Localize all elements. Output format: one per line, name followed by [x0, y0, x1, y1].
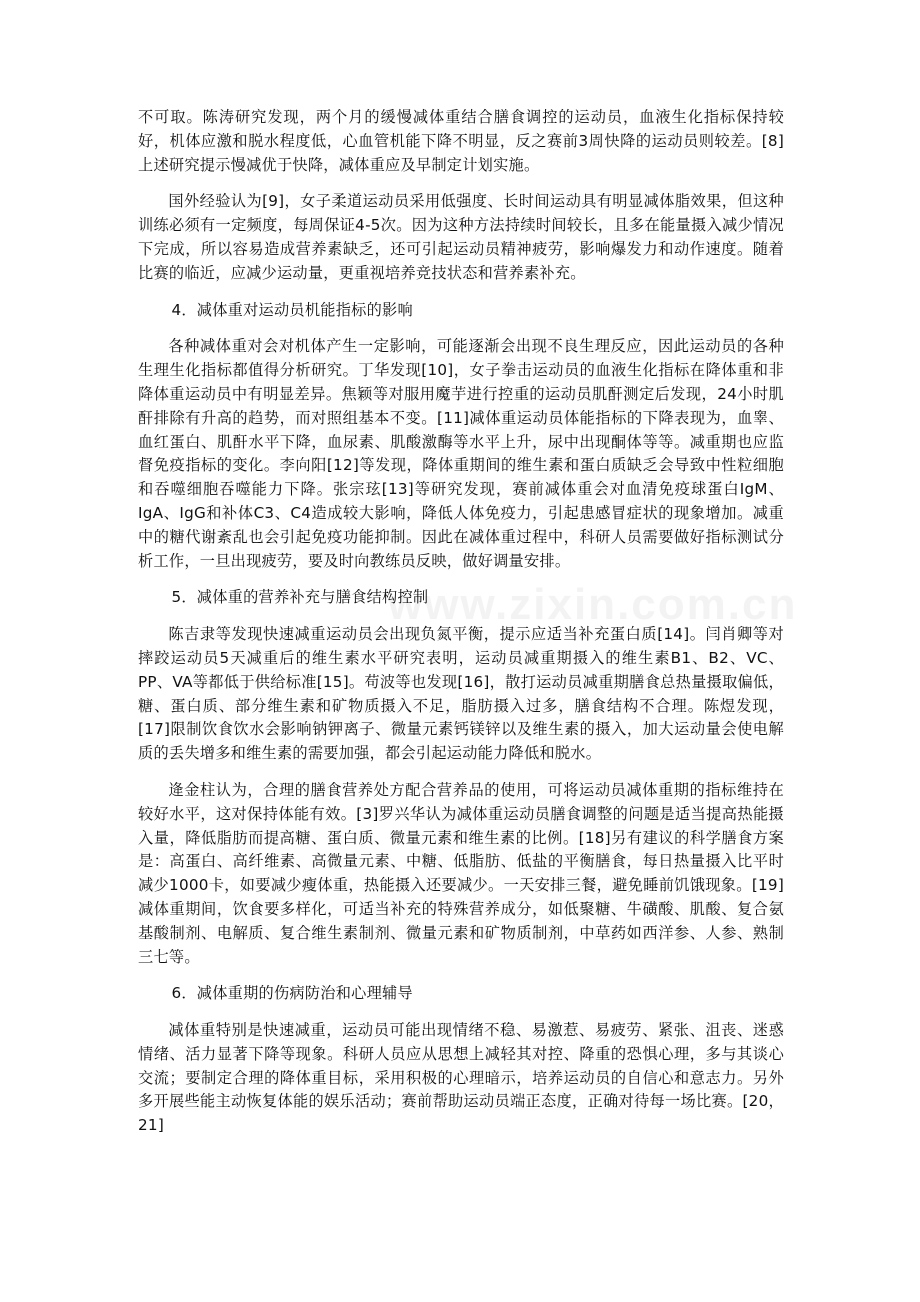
section-heading-4: 4．减体重对运动员机能指标的影响 [171, 300, 413, 319]
section-heading-6: 6．减体重期的伤病防治和心理辅导 [171, 984, 413, 1003]
paragraph-physiological-indicators: 各种减体重对会对机体产生一定影响，可能逐渐会出现不良生理反应，因此运动员的各种生理生化指标都值得分析研究。丁华发现[10]，女子拳击运动员的血液生化指标在降体重和非降体重运动员中有明显差异。焦颖等对服用魔芋进行控重的运动员肌酐测定后发现，24小时肌酐排除有升高的趋势，而对照组基本不变。[11]减体重运动员体能指标的下降表现为，血睾、血红蛋白、肌酐水平下降，血尿素、肌酸激酶等水平上升，尿中出现酮体等等。减重期也应监督免疫指标的变化。李向阳[12]等发现，降体重期间的维生素和蛋白质缺乏会导致中性粒细胞和吞噬细胞吞噬能力下降。张宗玹[13]等研究发现，赛前减体重会对血清免疫球蛋白IgM、IgA、IgG和补体C3、C4造成较大影响，降低人体免疫力，引起患感冒症状的现象增加。减重中的糖代谢紊乱也会引起免疫功能抑制。因此在减体重过程中，科研人员需要做好指标测试分析工作，一旦出现疲劳，要及时向教练员反映，做好调量安排。 [138, 337, 784, 570]
paragraph-nutrition-findings: 陈吉隶等发现快速减重运动员会出现负氮平衡，提示应适当补充蛋白质[14]。闫肖卿等对摔跤运动员5天减重后的维生素水平研究表明，运动员减重期摄入的维生素B1、B2、VC、PP、VA等都低于供给标准[15]。苟波等也发现[16]，散打运动员减重期膳食总热量摄取偏低，糖、蛋白质、部分维生素和矿物质摄入不足，脂肪摄入过多，膳食结构不合理。陈煜发现，[17]限制饮食饮水会影响钠钾离子、微量元素钙镁锌以及维生素的摄入，加大运动量会使电解质的丢失增多和维生素的需要加强，都会引起运动能力降低和脱水。 [138, 625, 784, 763]
section-heading-5: 5．减体重的营养补充与膳食结构控制 [171, 588, 429, 607]
paragraph-continuation: 不可取。陈涛研究发现，两个月的缓慢减体重结合膳食调控的运动员，血液生化指标保持较好，机体应激和脱水程度低，心血管机能下降不明显，反之赛前3周快降的运动员则较差。[8]上述研究提示慢减优于快降，减体重应及早制定计划实施。 [138, 108, 784, 174]
watermark: www.zixin.com.cn [388, 580, 798, 629]
paragraph-diet-recommendations: 逄金柱认为，合理的膳食营养处方配合营养品的使用，可将运动员减体重期的指标维持在较好水平，这对保持体能有效。[3]罗兴华认为减体重运动员膳食调整的问题是适当提高热能摄入量，降低脂肪而提高糖、蛋白质、微量元素和维生素的比例。[18]另有建议的科学膳食方案是：高蛋白、高纤维素、高微量元素、中糖、低脂肪、低盐的平衡膳食，每日热量摄入比平时减少1000卡，如要减少瘦体重，热能摄入还要减少。一天安排三餐，避免睡前饥饿现象。[19]减体重期间，饮食要多样化，可适当补充的特殊营养成分，如低聚糖、牛磺酸、肌酸、复合氨基酸制剂、电解质、复合维生素制剂、微量元素和矿物质制剂，中草药如西洋参、人参、熟制三七等。 [138, 780, 784, 966]
paragraph-foreign-experience: 国外经验认为[9]，女子柔道运动员采用低强度、长时间运动具有明显减体脂效果，但这种训练必须有一定频度，每周保证4-5次。因为这种方法持续时间较长，且多在能量摄入减少情况下完成，所以容易造成营养素缺乏，还可引起运动员精神疲劳，影响爆发力和动作速度。随着比赛的临近，应减少运动量，更重视培养竞技状态和营养素补充。 [138, 192, 784, 282]
document-body [138, 106, 784, 1151]
paragraph-psychological-support: 减体重特别是快速减重，运动员可能出现情绪不稳、易激惹、易疲劳、紧张、沮丧、迷惑情绪、活力显著下降等现象。科研人员应从思想上减轻其对控、降重的恐惧心理，多与其谈心交流；要制定合理的降体重目标，采用积极的心理暗示，培养运动员的自信心和意志力。另外多开展些能主动恢复体能的娱乐活动；赛前帮助运动员端正态度，正确对待每一场比赛。[20，21] [138, 1021, 784, 1135]
